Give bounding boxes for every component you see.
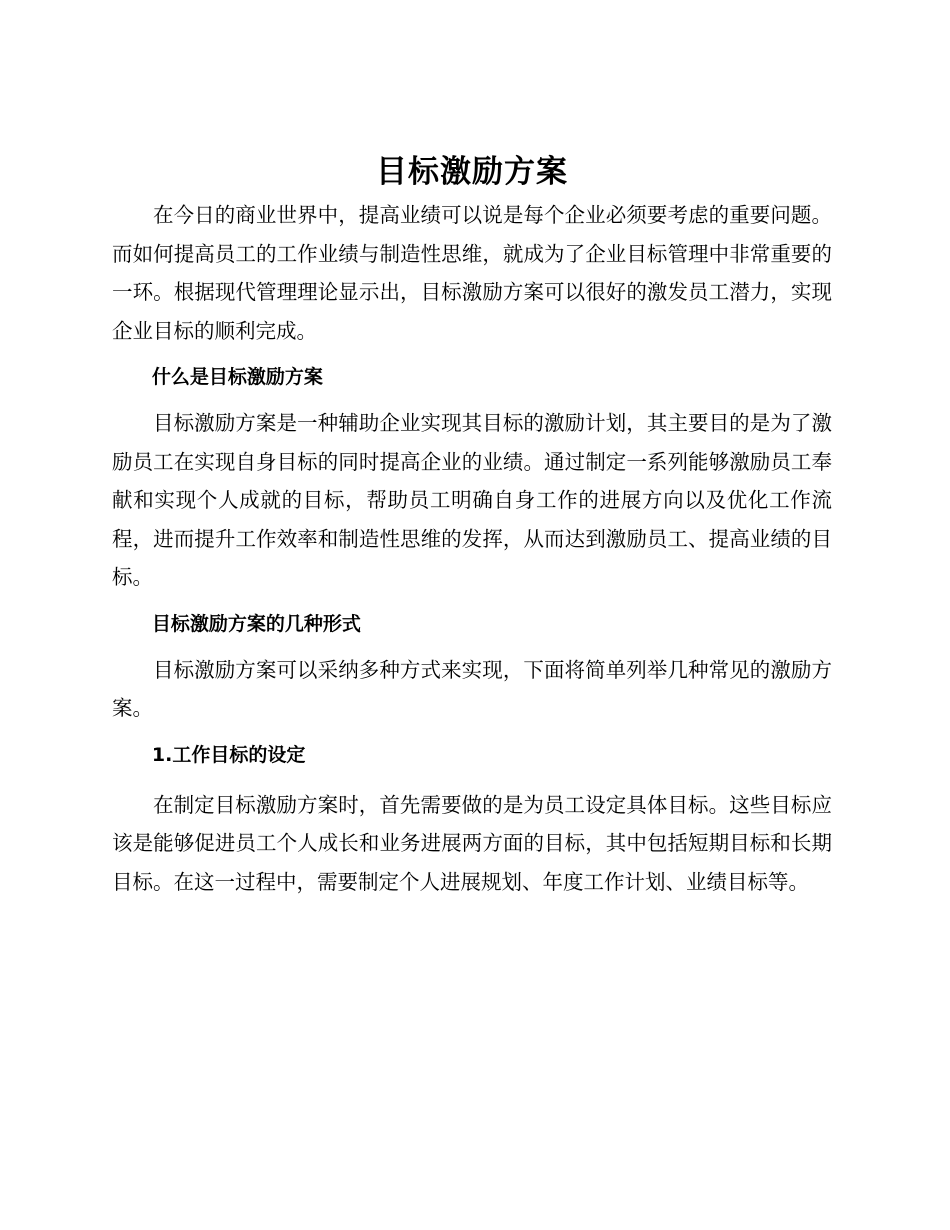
spacer — [112, 774, 832, 786]
section-heading-what-is: 什么是目标激励方案 — [151, 366, 323, 388]
section-body-forms: 目标激励方案可以采纳多种方式来实现，下面将简单列举几种常见的激励方案。 — [112, 657, 832, 720]
spacer — [112, 728, 832, 736]
section-heading-forms: 目标激励方案的几种形式 — [151, 612, 361, 635]
intro-paragraph: 在今日的商业世界中，提高业绩可以说是每个企业必须要考虑的重要问题。而如何提高员工的工作业绩与制造性思维，就成为了企业目标管理中非常重要的一环。根据现代管理理论显示出，目标激励方案可以很好的激发员工潜力，实现企业目标的顺利完成。 — [112, 203, 832, 343]
section-body-goal-setting: 在制定目标激励方案时，首先需要做的是为员工设定具体目标。这些目标应该是能够促进员工个人成长和业务进展两方面的目标，其中包括短期目标和长期目标。在这一过程中，需要制定个人进展规划、年度工作计划、业绩目标等。 — [112, 792, 832, 894]
spacer — [112, 643, 832, 651]
spacer — [112, 396, 832, 404]
spacer — [112, 350, 832, 358]
spacer — [112, 597, 832, 605]
section-heading-goal-setting: 1.工作目标的设定 — [151, 743, 306, 766]
document-title: 目标激励方案 — [376, 154, 568, 190]
section-body-what-is: 目标激励方案是一种辅助企业实现其目标的激励计划，其主要目的是为了激励员工在实现自身目标的同时提高企业的业绩。通过制定一系列能够激励员工奉献和实现个人成就的目标，帮助员工明确自身工作的进展方向以及优化工作流程，进而提升工作效率和制造性思维的发挥，从而达到激励员工、提高业绩的目标。 — [112, 411, 832, 589]
document-content — [112, 148, 832, 901]
